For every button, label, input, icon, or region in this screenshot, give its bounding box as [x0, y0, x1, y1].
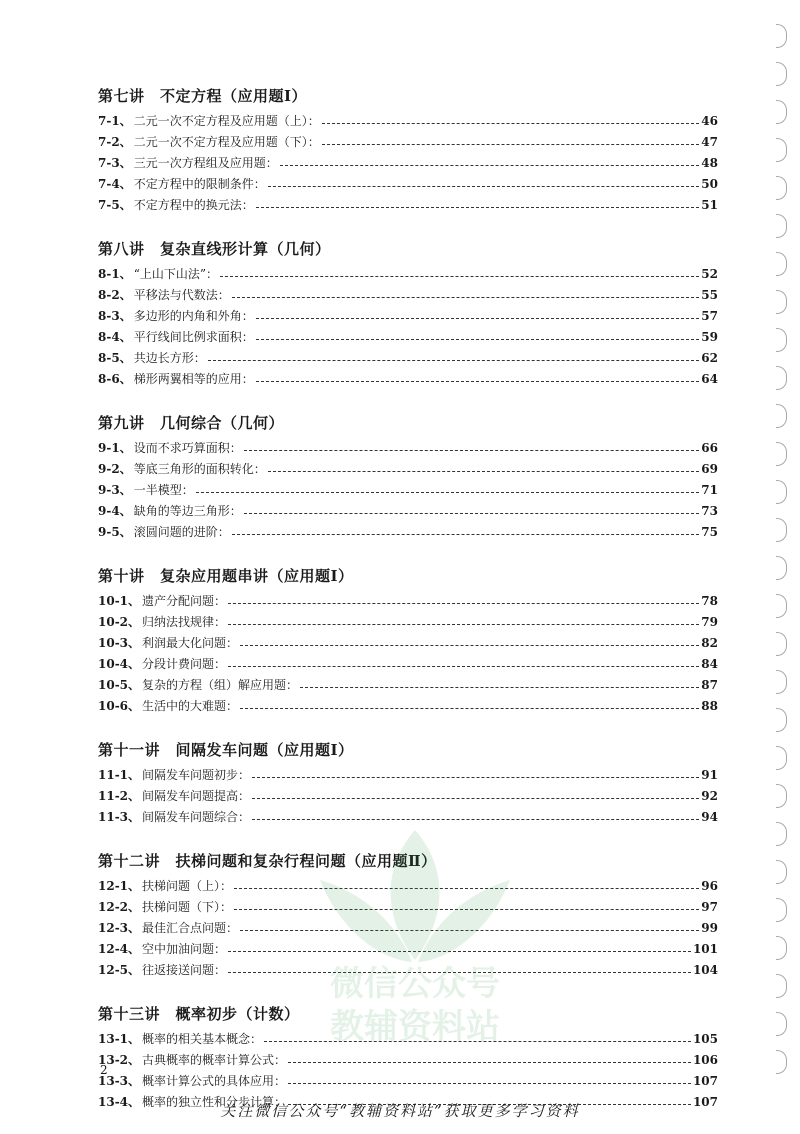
- entry-page-number: 55: [701, 287, 718, 302]
- entry-label: 往返接送问题：: [142, 963, 227, 977]
- entry-number: 9-2、: [98, 462, 132, 476]
- entry-label: 间隔发车问题提高：: [142, 789, 251, 803]
- toc-entry: [98, 368, 718, 389]
- entry-page-number: 104: [692, 962, 718, 977]
- entry-page-number: 105: [692, 1031, 718, 1046]
- entry-page-number: 52: [701, 266, 718, 281]
- leader-line: [256, 317, 700, 319]
- toc-section: [98, 564, 718, 716]
- entry-page-number: 57: [701, 308, 718, 323]
- binding-ring: [776, 176, 787, 200]
- leader-line: [220, 275, 699, 277]
- toc-entry: [98, 110, 718, 131]
- toc-entry: [98, 632, 718, 653]
- entry-page-number: 47: [701, 134, 718, 149]
- leader-line: [196, 491, 700, 493]
- entry-number: 7-1、: [98, 114, 132, 128]
- entry-label: 生活中的大难题：: [142, 699, 239, 713]
- entry-page-number: 92: [701, 788, 718, 803]
- entry-label: 共边长方形：: [133, 351, 206, 365]
- entry-label: 扶梯问题（下）：: [142, 900, 233, 914]
- binding-ring: [776, 518, 787, 542]
- entry-number: 11-1、: [98, 768, 141, 782]
- entry-page-number: 48: [701, 155, 718, 170]
- entry-number: 12-1、: [98, 879, 141, 893]
- entry-page-number: 107: [692, 1073, 718, 1088]
- watermark-text-1: 微信公众号: [330, 964, 500, 1004]
- entry-page-number: 51: [701, 197, 718, 212]
- leader-line: [208, 359, 700, 361]
- entry-label: 平移法与代数法：: [133, 288, 230, 302]
- toc-entry: [98, 695, 718, 716]
- section-title: 第十三讲 概率初步（计数）: [98, 1005, 300, 1023]
- binding-ring: [776, 898, 787, 922]
- entry-number: 12-5、: [98, 963, 141, 977]
- binding-ring: [776, 746, 787, 770]
- binding-ring: [776, 556, 787, 580]
- entry-number: 10-4、: [98, 657, 141, 671]
- binding-ring: [776, 100, 787, 124]
- binding-ring: [776, 24, 787, 48]
- toc-entry: [98, 479, 718, 500]
- toc-section: [98, 411, 718, 542]
- binding-rings: [776, 24, 790, 1054]
- section-title: 第九讲 几何综合（几何）: [98, 414, 285, 432]
- footer-note: 关注微信公众号“教辅资料站”获取更多学习资料: [220, 1102, 580, 1120]
- leader-line: [252, 797, 699, 799]
- entry-page-number: 82: [701, 635, 718, 650]
- entry-number: 7-2、: [98, 135, 132, 149]
- section-title: 第十讲 复杂应用题串讲（应用题Ⅰ）: [98, 567, 354, 585]
- binding-ring: [776, 822, 787, 846]
- entry-page-number: 75: [701, 524, 718, 539]
- entry-page-number: 69: [701, 461, 718, 476]
- toc-entry: [98, 194, 718, 215]
- entry-page-number: 71: [701, 482, 718, 497]
- binding-ring: [776, 1050, 787, 1074]
- section-title: 第七讲 不定方程（应用题Ⅰ）: [98, 87, 308, 105]
- binding-ring: [776, 290, 787, 314]
- entry-number: 12-2、: [98, 900, 141, 914]
- toc-entry: [98, 785, 718, 806]
- entry-page-number: 91: [701, 767, 718, 782]
- leader-line: [232, 296, 700, 298]
- entry-number: 12-4、: [98, 942, 141, 956]
- entry-label: 概率的独立性和分步计算：: [142, 1095, 287, 1109]
- leader-line: [322, 122, 700, 124]
- entry-number: 10-1、: [98, 594, 141, 608]
- entry-label: 遗产分配问题：: [142, 594, 227, 608]
- entry-number: 11-2、: [98, 789, 141, 803]
- binding-ring: [776, 708, 787, 732]
- toc-entry: [98, 674, 718, 695]
- entry-label: 古典概率的概率计算公式：: [142, 1053, 287, 1067]
- toc-entry: [98, 131, 718, 152]
- entry-label: 一半模型：: [133, 483, 194, 497]
- entry-label: 平行线间比例求面积：: [133, 330, 254, 344]
- binding-ring: [776, 784, 787, 808]
- entry-number: 9-3、: [98, 483, 132, 497]
- toc-entry: [98, 764, 718, 785]
- entry-page-number: 66: [701, 440, 718, 455]
- entry-page-number: 88: [701, 698, 718, 713]
- toc-entry: [98, 284, 718, 305]
- toc-section: [98, 237, 718, 389]
- toc-entry: [98, 173, 718, 194]
- leader-line: [322, 143, 700, 145]
- binding-ring: [776, 1012, 787, 1036]
- binding-ring: [776, 936, 787, 960]
- entry-label: 二元一次不定方程及应用题（下）：: [133, 135, 320, 149]
- toc-entry: [98, 263, 718, 284]
- leader-line: [256, 380, 700, 382]
- entry-label: 空中加油问题：: [142, 942, 227, 956]
- entry-label: 等底三角形的面积转化：: [133, 462, 266, 476]
- entry-label: 二元一次不定方程及应用题（上）：: [133, 114, 320, 128]
- entry-page-number: 94: [701, 809, 718, 824]
- entry-number: 9-1、: [98, 441, 132, 455]
- leader-line: [240, 707, 699, 709]
- binding-ring: [776, 632, 787, 656]
- leader-line: [228, 665, 699, 667]
- entry-page-number: 87: [701, 677, 718, 692]
- entry-label: 梯形两翼相等的应用：: [133, 372, 254, 386]
- entry-label: 利润最大化问题：: [142, 636, 239, 650]
- leader-line: [300, 686, 699, 688]
- binding-ring: [776, 974, 787, 998]
- binding-ring: [776, 480, 787, 504]
- binding-ring: [776, 138, 787, 162]
- entry-number: 7-4、: [98, 177, 132, 191]
- leader-line: [280, 164, 700, 166]
- entry-number: 8-5、: [98, 351, 132, 365]
- leader-line: [240, 644, 699, 646]
- entry-label: 扶梯问题（上）：: [142, 879, 233, 893]
- entry-page-number: 46: [701, 113, 718, 128]
- entry-label: 滚圆问题的进阶：: [133, 525, 230, 539]
- entry-number: 8-4、: [98, 330, 132, 344]
- entry-number: 8-6、: [98, 372, 132, 386]
- leader-line: [232, 533, 700, 535]
- entry-label: 多边形的内角和外角：: [133, 309, 254, 323]
- binding-ring: [776, 594, 787, 618]
- leader-line: [228, 602, 699, 604]
- leader-line: [268, 470, 700, 472]
- entry-label: 概率计算公式的具体应用：: [142, 1074, 287, 1088]
- binding-ring: [776, 214, 787, 238]
- entry-page-number: 50: [701, 176, 718, 191]
- toc-entry: [98, 521, 718, 542]
- watermark-logo: [300, 810, 530, 1050]
- toc-entry: [98, 1049, 718, 1070]
- leader-line: [228, 623, 699, 625]
- toc-section: [98, 84, 718, 215]
- leader-line: [244, 512, 700, 514]
- entry-number: 13-1、: [98, 1032, 141, 1046]
- section-title: 第十一讲 间隔发车问题（应用题Ⅰ）: [98, 741, 354, 759]
- leader-line: [288, 1061, 691, 1063]
- leader-line: [244, 449, 700, 451]
- binding-ring: [776, 366, 787, 390]
- entry-label: 复杂的方程（组）解应用题：: [142, 678, 299, 692]
- entry-page-number: 59: [701, 329, 718, 344]
- binding-ring: [776, 860, 787, 884]
- toc-entry: [98, 458, 718, 479]
- toc-entry: [98, 653, 718, 674]
- entry-number: 10-6、: [98, 699, 141, 713]
- entry-page-number: 107: [692, 1094, 718, 1109]
- entry-number: 8-1、: [98, 267, 132, 281]
- entry-label: 间隔发车问题初步：: [142, 768, 251, 782]
- entry-number: 12-3、: [98, 921, 141, 935]
- entry-page-number: 62: [701, 350, 718, 365]
- entry-label: 三元一次方程组及应用题：: [133, 156, 278, 170]
- section-title: 第十二讲 扶梯问题和复杂行程问题（应用题Ⅱ）: [98, 852, 437, 870]
- page-number: 2: [100, 1063, 108, 1077]
- entry-label: 不定方程中的限制条件：: [133, 177, 266, 191]
- toc-entry: [98, 590, 718, 611]
- toc-entry: [98, 152, 718, 173]
- entry-number: 10-3、: [98, 636, 141, 650]
- entry-number: 9-5、: [98, 525, 132, 539]
- entry-number: 8-2、: [98, 288, 132, 302]
- entry-label: 概率的相关基本概念：: [142, 1032, 263, 1046]
- entry-label: 归纳法找规律：: [142, 615, 227, 629]
- entry-number: 7-3、: [98, 156, 132, 170]
- binding-ring: [776, 442, 787, 466]
- binding-ring: [776, 62, 787, 86]
- binding-ring: [776, 670, 787, 694]
- entry-page-number: 99: [701, 920, 718, 935]
- entry-number: 8-3、: [98, 309, 132, 323]
- section-title: 第八讲 复杂直线形计算（几何）: [98, 240, 331, 258]
- entry-number: 13-2、: [98, 1053, 141, 1067]
- entry-page-number: 84: [701, 656, 718, 671]
- entry-page-number: 79: [701, 614, 718, 629]
- entry-label: 设而不求巧算面积：: [133, 441, 242, 455]
- toc-entry: [98, 326, 718, 347]
- toc-entry: [98, 437, 718, 458]
- entry-number: 10-2、: [98, 615, 141, 629]
- leader-line: [256, 206, 700, 208]
- entry-page-number: 78: [701, 593, 718, 608]
- entry-label: “上山下山法”：: [133, 267, 218, 281]
- entry-number: 13-4、: [98, 1095, 141, 1109]
- toc-entry: [98, 500, 718, 521]
- entry-number: 11-3、: [98, 810, 141, 824]
- entry-page-number: 64: [701, 371, 718, 386]
- leader-line: [268, 185, 700, 187]
- toc-entry: [98, 347, 718, 368]
- entry-page-number: 96: [701, 878, 718, 893]
- entry-page-number: 106: [692, 1052, 718, 1067]
- entry-number: 13-3、: [98, 1074, 141, 1088]
- toc-entry: [98, 1070, 718, 1091]
- binding-ring: [776, 404, 787, 428]
- binding-ring: [776, 252, 787, 276]
- entry-number: 9-4、: [98, 504, 132, 518]
- entry-label: 不定方程中的换元法：: [133, 198, 254, 212]
- watermark-text-2: 教辅资料站: [330, 1007, 500, 1047]
- leader-line: [252, 776, 699, 778]
- entry-label: 分段计费问题：: [142, 657, 227, 671]
- entry-label: 缺角的等边三角形：: [133, 504, 242, 518]
- entry-number: 10-5、: [98, 678, 141, 692]
- entry-number: 7-5、: [98, 198, 132, 212]
- entry-label: 最佳汇合点问题：: [142, 921, 239, 935]
- entry-page-number: 101: [692, 941, 718, 956]
- entry-page-number: 73: [701, 503, 718, 518]
- leader-line: [256, 338, 700, 340]
- toc-entry: [98, 305, 718, 326]
- toc-entry: [98, 611, 718, 632]
- entry-page-number: 97: [701, 899, 718, 914]
- binding-ring: [776, 328, 787, 352]
- leader-line: [288, 1082, 691, 1084]
- entry-label: 间隔发车问题综合：: [142, 810, 251, 824]
